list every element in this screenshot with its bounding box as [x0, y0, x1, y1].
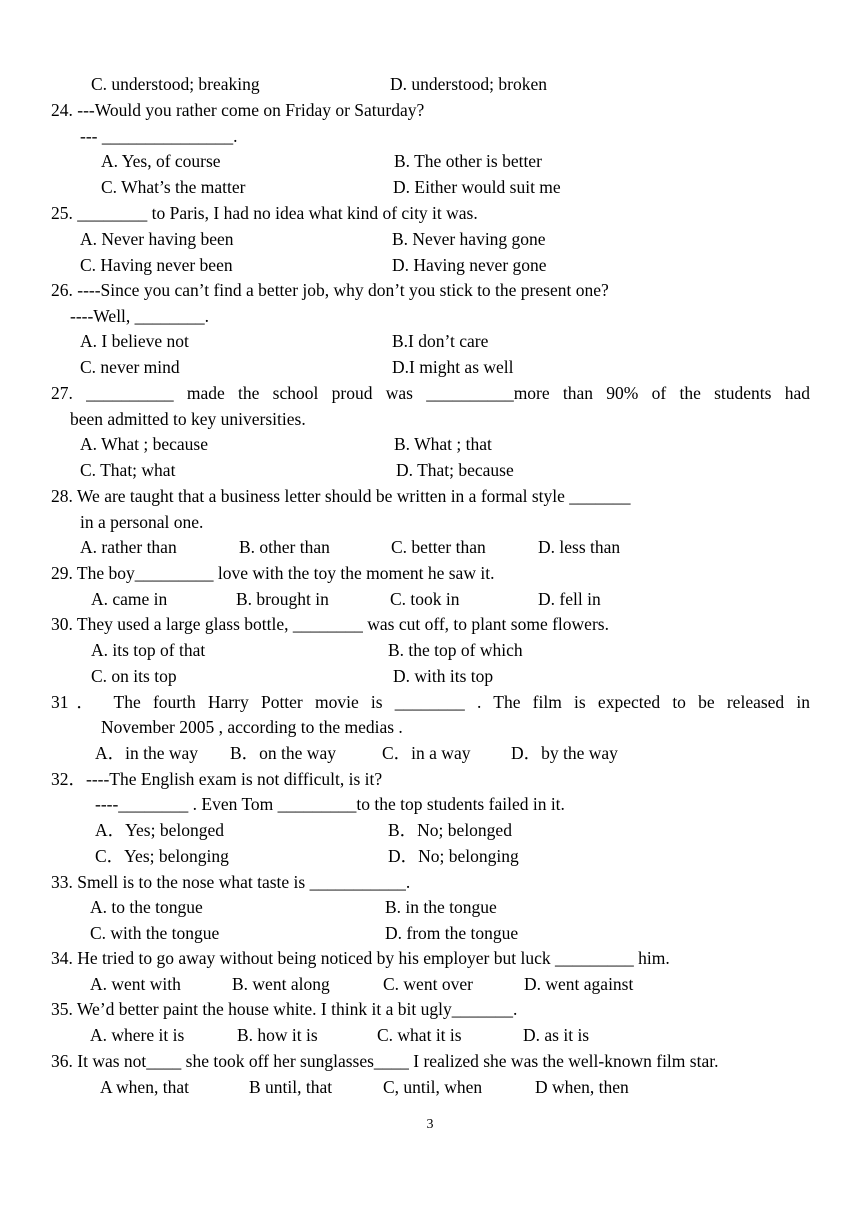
option-d: D．by the way — [511, 743, 618, 763]
question-28-continuation: in a personal one. — [80, 512, 204, 532]
option-d: D．No; belonging — [388, 846, 519, 866]
page-number: 3 — [426, 1117, 434, 1132]
option-c: C. understood; breaking — [91, 74, 260, 94]
option-b: B. other than — [239, 537, 330, 557]
option-a: A．Yes; belonged — [95, 820, 224, 840]
option-d: D. went against — [524, 974, 634, 994]
option-c: C. took in — [390, 589, 460, 609]
question-26: 26. ----Since you can’t find a better job, why don’t you stick to the present one? — [51, 280, 609, 300]
option-b: B until, that — [249, 1077, 333, 1097]
option-b: B.I don’t care — [392, 331, 489, 351]
option-d: D. less than — [538, 537, 621, 557]
option-a: A．in the way — [95, 743, 199, 763]
answer-blank: --- _______________. — [80, 126, 238, 146]
option-d: D when, then — [535, 1077, 629, 1097]
option-b: B. The other is better — [394, 151, 542, 171]
option-d: D. with its top — [393, 666, 494, 686]
question-27: 27. __________ made the school proud was __________more than 90% of the students had — [51, 383, 810, 403]
question-33: 33. Smell is to the nose what taste is ___________. — [51, 872, 411, 892]
option-d: D. That; because — [396, 460, 514, 480]
option-d: D. Either would suit me — [393, 177, 561, 197]
option-d: D. as it is — [523, 1025, 590, 1045]
option-c: C. on its top — [91, 666, 177, 686]
option-d: D. from the tongue — [385, 923, 519, 943]
option-b: B. how it is — [237, 1025, 318, 1045]
question-28: 28. We are taught that a business letter should be written in a formal style _______ — [51, 486, 631, 506]
answer-blank: ----Well, ________. — [70, 306, 210, 326]
question-30: 30. They used a large glass bottle, ________ was cut off, to plant some flowers. — [51, 614, 609, 634]
option-c: C. What’s the matter — [101, 177, 246, 197]
option-c: C. Having never been — [80, 255, 233, 275]
option-b: B. the top of which — [388, 640, 523, 660]
option-a: A when, that — [100, 1077, 189, 1097]
question-34: 34. He tried to go away without being noticed by his employer but luck _________ him. — [51, 948, 670, 968]
question-29: 29. The boy_________ love with the toy the moment he saw it. — [51, 563, 495, 583]
option-b: B．No; belonged — [388, 820, 512, 840]
option-a: A. Yes, of course — [101, 151, 221, 171]
option-d: D. Having never gone — [392, 255, 547, 275]
option-c: C. better than — [391, 537, 486, 557]
option-b: B．on the way — [230, 743, 336, 763]
option-c: C, until, when — [383, 1077, 483, 1097]
option-c: C. That; what — [80, 460, 176, 480]
option-b: B. in the tongue — [385, 897, 497, 917]
question-24: 24. ---Would you rather come on Friday or Saturday? — [51, 100, 425, 120]
option-c: C. never mind — [80, 357, 180, 377]
option-a: A. Never having been — [80, 229, 234, 249]
option-a: A. went with — [90, 974, 181, 994]
option-b: B. What ; that — [394, 434, 492, 454]
option-b: B. Never having gone — [392, 229, 546, 249]
option-a: A. where it is — [90, 1025, 185, 1045]
option-c: C. what it is — [377, 1025, 462, 1045]
option-c: C．in a way — [382, 743, 471, 763]
option-d: D.I might as well — [392, 357, 514, 377]
option-b: B. brought in — [236, 589, 329, 609]
option-a: A. came in — [91, 589, 168, 609]
option-c: C. with the tongue — [90, 923, 220, 943]
option-c: C. went over — [383, 974, 473, 994]
question-31: 31． The fourth Harry Potter movie is ________ . The film is expected to be released in — [51, 692, 810, 712]
option-a: A. its top of that — [91, 640, 206, 660]
option-a: A. What ; because — [80, 434, 208, 454]
option-d: D. fell in — [538, 589, 601, 609]
question-35: 35. We’d better paint the house white. I think it a bit ugly_______. — [51, 999, 518, 1019]
question-31-continuation: November 2005 , according to the medias . — [101, 717, 403, 737]
question-25: 25. ________ to Paris, I had no idea what kind of city it was. — [51, 203, 478, 223]
question-32: 32．----The English exam is not difficult, is it? — [51, 769, 383, 789]
option-d: D. understood; broken — [390, 74, 547, 94]
option-a: A. to the tongue — [90, 897, 203, 917]
question-27-continuation: been admitted to key universities. — [70, 409, 306, 429]
option-c: C．Yes; belonging — [95, 846, 229, 866]
option-b: B. went along — [232, 974, 330, 994]
option-a: A. rather than — [80, 537, 177, 557]
answer-blank: ----________ . Even Tom _________to the top students failed in it. — [95, 794, 565, 814]
option-a: A. I believe not — [80, 331, 189, 351]
question-36: 36. It was not____ she took off her sunglasses____ I realized she was the well-known film star. — [51, 1051, 719, 1071]
